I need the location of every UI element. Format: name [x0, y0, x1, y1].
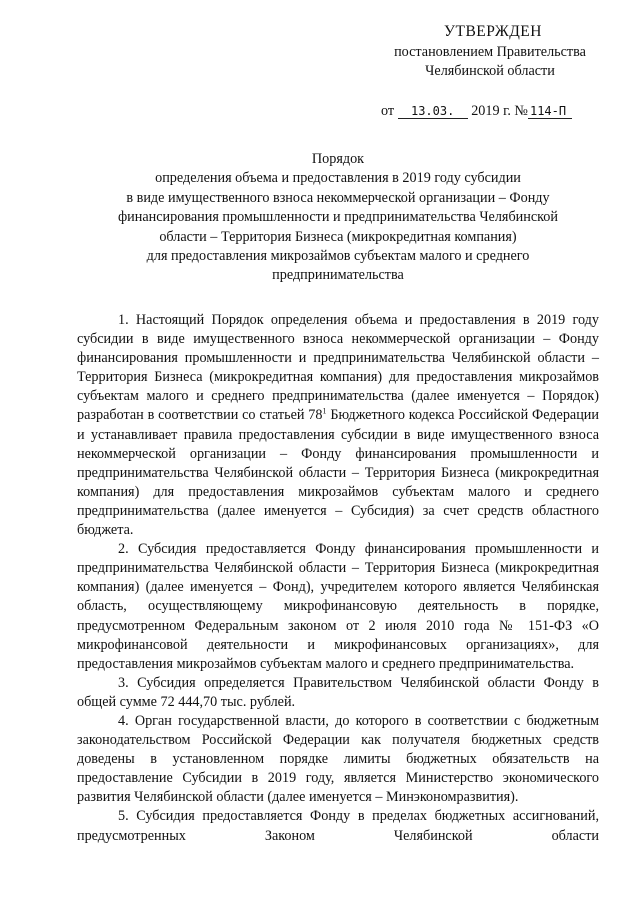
document-title [100, 150, 576, 286]
paragraph-5: 5. Субсидия предоставляется Фонду в пределах бюджетных ассигнований, предусмотренных Законом Челябинской области [77, 808, 599, 844]
paragraph-2: 2. Субсидия предоставляется Фонду финансирования промышленности и предпринимательства Челябинской области – Территория Бизнеса (микрокредитная компания) (далее именуется – Фонд), учредителем которого является Челябинская область, осуществляющему микрофинансовую деятельность в порядке, предусмотренном Федеральным законом от 2 июля 2010 года № 151-ФЗ «О микрофинансовой деятельности и микрофинансовых организациях», для предоставления микрозаймов субъектам малого и среднего предпринимательства. [77, 541, 599, 672]
year-text: 2019 г. № [471, 103, 528, 119]
approval-date-line [381, 103, 572, 120]
paragraph-1 [77, 311, 599, 540]
paragraph-3: 3. Субсидия определяется Правительством Челябинской области Фонду в общей сумме 72 444,70 тыс. рублей. [77, 674, 599, 710]
title-line-4: финансирования промышленности и предпринимательства Челябинской [117, 209, 558, 226]
title-line-3: в виде имущественного взноса некоммерческой организации – Фонду [126, 189, 550, 206]
title-line-5: области – Территория Бизнеса (микрокредитная компания) [159, 228, 517, 245]
paragraph-1-part-a: 1. Настоящий Порядок определения объема и предоставления в 2019 году субсидии в виде имущественного взноса некоммерческой организации – Фонду финансирования промышленности и предпринимательства Челябинской области – Территория Бизнеса (микрокредитная компания) для предоставления микрозаймов субъектам малого и среднего предпринимательства (далее именуется – Порядок) разработан в соответствии со статьей 78 [77, 312, 599, 424]
approval-heading: УТВЕРЖДЕН [444, 23, 542, 40]
title-line-1: Порядок [311, 151, 365, 167]
paragraph-1-part-b: Бюджетного кодекса Российской Федерации и устанавливает правила предоставления субсидии в виде имущественного взноса некоммерческой организации – Фонду финансирования промышленности и предпринимательства Челябинской области – Территория Бизнеса (микрокредитная компания) для предоставления микрозаймов субъектам малого и среднего предпринимательства (далее именуется – Субсидия) за счет средств областного бюджета. [77, 407, 599, 539]
approval-stamp [380, 22, 600, 81]
title-line-2: определения объема и предоставления в 2019 году субсидии [155, 170, 521, 187]
article-superscript: 1 [322, 406, 327, 416]
document-body [77, 311, 599, 846]
date-prefix: от [381, 103, 395, 119]
paragraph-4: 4. Орган государственной власти, до которого в соответствии с бюджетным законодательством Российской Федерации как получателя бюджетных средств доведены в установленном порядке лимиты бюджетных обязательств на предоставление Субсидии в 2019 году, является Министерство экономического развития Челябинской области (далее именуется – Минэкономразвития). [77, 712, 599, 806]
date-value: 13.03. [398, 105, 468, 119]
title-line-7: предпринимательства [272, 267, 404, 284]
approval-line-2: Челябинской области [425, 63, 555, 79]
decree-number: 114-П [528, 105, 572, 119]
title-line-6: для предоставления микрозаймов субъектам малого и среднего [146, 248, 530, 265]
approval-line-1: постановлением Правительства [394, 44, 586, 60]
